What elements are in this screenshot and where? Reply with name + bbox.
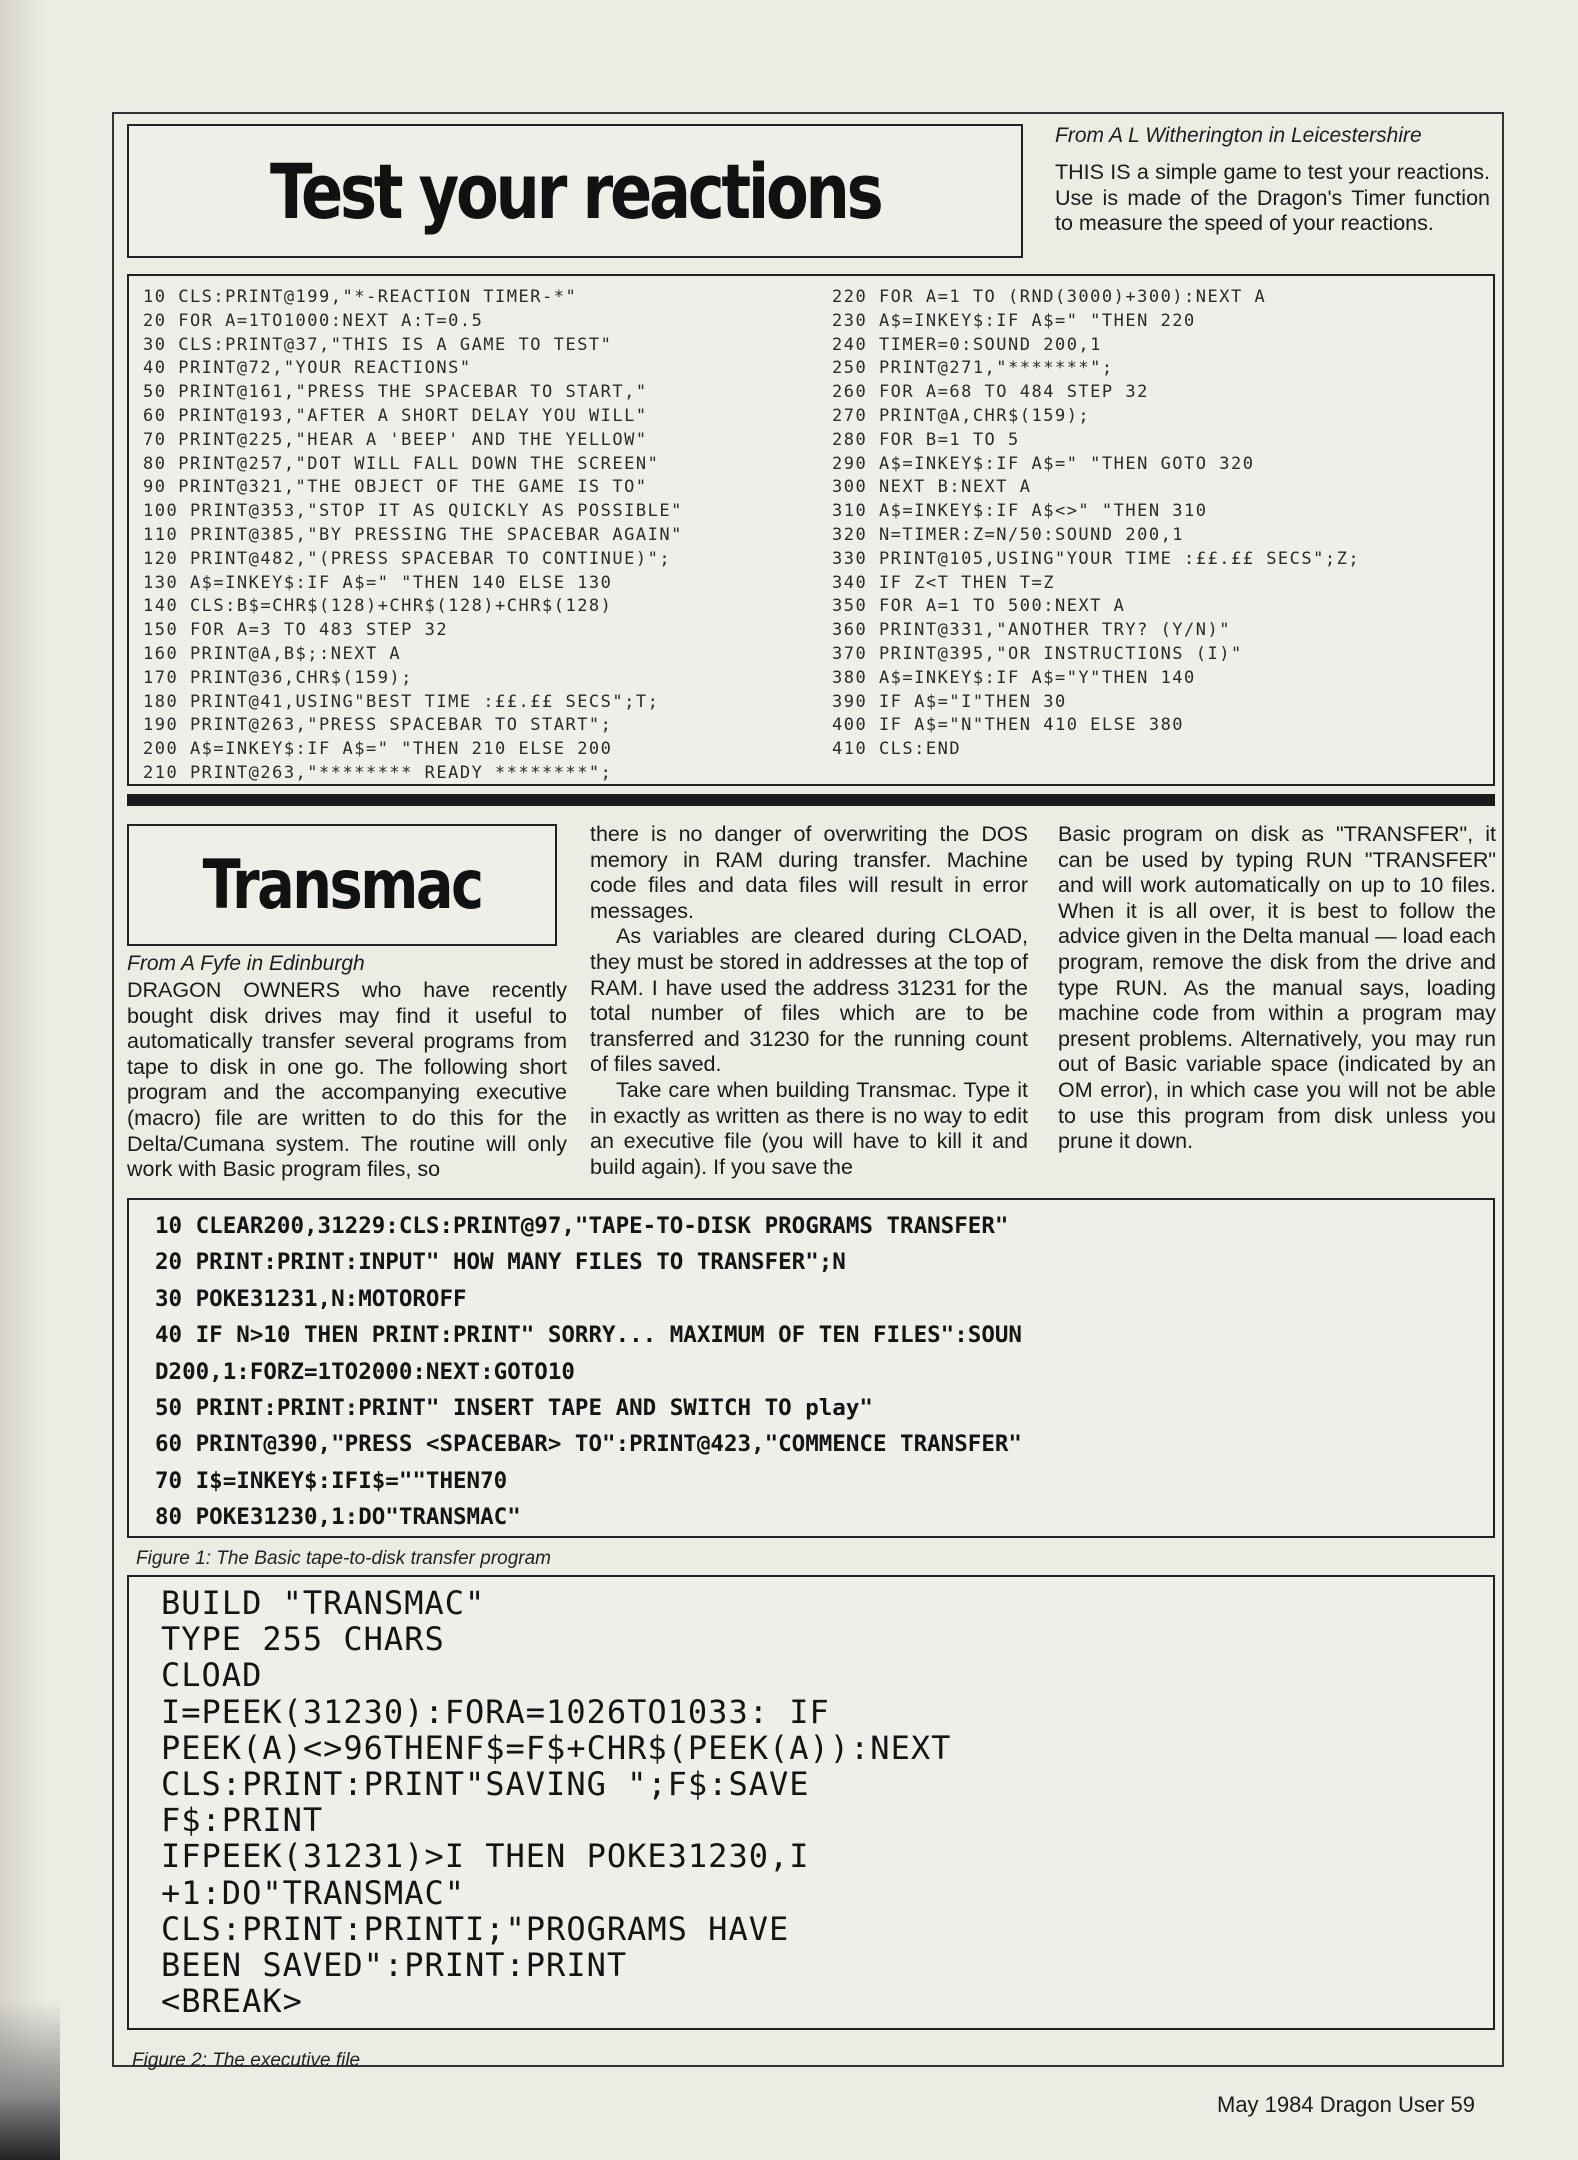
code-line: 80 POKE31230,1:DO"TRANSMAC": [155, 1504, 521, 1531]
code-line: 30 POKE31231,N:MOTOROFF: [155, 1285, 467, 1312]
article2-col3-text: Basic program on disk as "TRANSFER", it can be used by typing RUN "TRANSFER" and will work automatically on up to 10 files. When it is all over, it is best to follow the advice given in the Delta manual — load each program, remove the disk from the drive and type RUN. As the manual says, loading machine code from within a program may present problems. Alternatively, you may run out of Basic variable space (indicated by an OM error), in which case you will not be able to use this program from disk unless you prune it down.: [1058, 822, 1496, 1154]
article2-column-3: [1058, 822, 1496, 1155]
code-line: 50 PRINT:PRINT:PRINT" INSERT TAPE AND SWITCH TO play": [155, 1395, 873, 1422]
article2-title-box: [127, 824, 557, 946]
article2-column-2: [590, 822, 1028, 1180]
article1-title: Test your reactions: [269, 146, 881, 236]
code-line: 300 NEXT B:NEXT A: [832, 477, 1032, 498]
code-line: 220 FOR A=1 TO (RND(3000)+300):NEXT A: [832, 287, 1267, 307]
figure1-listing: [127, 1198, 1495, 1538]
code-line: I=PEEK(31230):FORA=1026TO1033: IF: [161, 1692, 830, 1731]
article2-byline: From A Fyfe in Edinburgh: [127, 952, 365, 975]
code-line: 270 PRINT@A,CHR$(159);: [832, 405, 1091, 426]
figure2-caption: Figure 2: The executive file: [132, 2050, 361, 2071]
figure2-lines: [161, 1585, 951, 2019]
listing-right-column: [832, 286, 1360, 762]
code-line: F$:PRINT: [161, 1801, 324, 1840]
code-line: 80 PRINT@257,"DOT WILL FALL DOWN THE SCREEN": [143, 453, 660, 474]
code-line: 210 PRINT@263,"******** READY ********";: [143, 762, 613, 783]
code-line: 350 FOR A=1 TO 500:NEXT A: [832, 596, 1126, 617]
code-line: CLS:PRINT:PRINT"SAVING ";F$:SAVE: [161, 1765, 810, 1804]
code-line: 250 PRINT@271,"*******";: [832, 358, 1114, 379]
code-line: 410 CLS:END: [832, 739, 962, 760]
code-line: 10 CLS:PRINT@199,"*-REACTION TIMER-*": [143, 287, 578, 307]
code-line: 150 FOR A=3 TO 483 STEP 32: [143, 620, 449, 641]
code-line: 240 TIMER=0:SOUND 200,1: [832, 334, 1102, 355]
code-line: 110 PRINT@385,"BY PRESSING THE SPACEBAR AGAIN": [143, 524, 683, 545]
code-line: 330 PRINT@105,USING"YOUR TIME :££.££ SECS";Z;: [832, 548, 1361, 569]
code-line: 310 A$=INKEY$:IF A$<>" "THEN 310: [832, 501, 1208, 522]
code-line: 180 PRINT@41,USING"BEST TIME :££.££ SECS";T;: [143, 691, 660, 712]
code-line: 40 PRINT@72,"YOUR REACTIONS": [143, 358, 472, 379]
code-line: 380 A$=INKEY$:IF A$="Y"THEN 140: [832, 667, 1196, 688]
code-line: 400 IF A$="N"THEN 410 ELSE 380: [832, 715, 1185, 736]
code-line: TYPE 255 CHARS: [161, 1620, 445, 1659]
code-line: BEEN SAVED":PRINT:PRINT: [161, 1946, 628, 1985]
code-line: 190 PRINT@263,"PRESS SPACEBAR TO START";: [143, 715, 613, 736]
code-line: 10 CLEAR200,31229:CLS:PRINT@97,"TAPE-TO-DISK PROGRAMS TRANSFER": [155, 1213, 1009, 1239]
code-line: 90 PRINT@321,"THE OBJECT OF THE GAME IS TO": [143, 477, 648, 498]
page-corner-shadow: [0, 2000, 60, 2160]
code-line: 340 IF Z<T THEN T=Z: [832, 572, 1055, 593]
code-line: PEEK(A)<>96THENF$=F$+CHR$(PEEK(A)):NEXT: [161, 1728, 952, 1767]
code-line: 70 PRINT@225,"HEAR A 'BEEP' AND THE YELLOW": [143, 429, 648, 450]
code-line: 390 IF A$="I"THEN 30: [832, 691, 1067, 712]
code-line: 290 A$=INKEY$:IF A$=" "THEN GOTO 320: [832, 453, 1255, 474]
article1-byline: From A L Witherington in Leicestershire: [1055, 124, 1422, 147]
code-line: 60 PRINT@193,"AFTER A SHORT DELAY YOU WILL": [143, 405, 648, 426]
reaction-timer-listing: [127, 274, 1495, 786]
article2-column-1: [127, 978, 567, 1183]
page-spine-shadow: [0, 0, 46, 2160]
listing-left-column: [143, 286, 683, 786]
figure1-lines: [155, 1208, 1022, 1536]
code-line: 120 PRINT@482,"(PRESS SPACEBAR TO CONTINUE)";: [143, 548, 672, 569]
section-divider: [127, 794, 1495, 806]
code-line: 360 PRINT@331,"ANOTHER TRY? (Y/N)": [832, 620, 1231, 641]
article2-title: Transmac: [202, 845, 482, 925]
code-line: <BREAK>: [161, 1982, 303, 2021]
code-line: 70 I$=INKEY$:IFI$=""THEN70: [155, 1467, 508, 1494]
code-line: 50 PRINT@161,"PRESS THE SPACEBAR TO START,": [143, 382, 648, 403]
code-line: 200 A$=INKEY$:IF A$=" "THEN 210 ELSE 200: [143, 739, 613, 760]
code-line: 230 A$=INKEY$:IF A$=" "THEN 220: [832, 310, 1196, 331]
code-line: 20 PRINT:PRINT:INPUT" HOW MANY FILES TO TRANSFER";N: [155, 1249, 846, 1276]
code-line: 320 N=TIMER:Z=N/50:SOUND 200,1: [832, 524, 1185, 545]
article1-intro-text: THIS IS a simple game to test your reactions. Use is made of the Dragon's Timer function to measure the speed of your reactions.: [1055, 160, 1490, 236]
code-line: 30 CLS:PRINT@37,"THIS IS A GAME TO TEST": [143, 334, 613, 355]
code-line: 100 PRINT@353,"STOP IT AS QUICKLY AS POSSIBLE": [143, 501, 683, 522]
figure1-caption: Figure 1: The Basic tape-to-disk transfer program: [136, 1548, 552, 1569]
code-line: 160 PRINT@A,B$;:NEXT A: [143, 643, 402, 664]
code-line: 170 PRINT@36,CHR$(159);: [143, 667, 413, 688]
code-line: CLS:PRINT:PRINTI;"PROGRAMS HAVE: [161, 1909, 790, 1948]
code-line: 130 A$=INKEY$:IF A$=" "THEN 140 ELSE 130: [143, 572, 613, 593]
article2-col2-para2: As variables are cleared during CLOAD, they must be stored in addresses at the top of RAM. I have used the address 31231 for the total number of files which are to be transferred and 31230 for the running count of files saved.: [590, 924, 1028, 1077]
code-line: +1:DO"TRANSMAC": [161, 1873, 465, 1912]
article2-col2-para1: there is no danger of overwriting the DOS memory in RAM during transfer. Machine code files and data files will result in error messages.: [590, 822, 1028, 923]
article1-intro: [1055, 160, 1490, 237]
code-line: 280 FOR B=1 TO 5: [832, 429, 1020, 450]
code-line: 260 FOR A=68 TO 484 STEP 32: [832, 382, 1149, 403]
article2-col1-text: DRAGON OWNERS who have recently bought disk drives may find it useful to automatically transfer several programs from tape to disk in one go. The following short program and the accompanying executive (macro) file are written to do this for the Delta/Cumana system. The routine will only work with Basic program files, so: [127, 978, 567, 1182]
code-line: IFPEEK(31231)>I THEN POKE31230,I: [161, 1837, 810, 1876]
code-line: 60 PRINT@390,"PRESS <SPACEBAR> TO":PRINT@423,"COMMENCE TRANSFER": [155, 1431, 1022, 1458]
code-line: 140 CLS:B$=CHR$(128)+CHR$(128)+CHR$(128): [143, 596, 613, 617]
figure2-listing: [127, 1575, 1495, 2030]
code-line: 370 PRINT@395,"OR INSTRUCTIONS (I)": [832, 643, 1243, 664]
code-line: 20 FOR A=1TO1000:NEXT A:T=0.5: [143, 310, 484, 331]
code-line: 40 IF N>10 THEN PRINT:PRINT" SORRY... MAXIMUM OF TEN FILES":SOUN: [155, 1322, 1022, 1349]
code-line: CLOAD: [161, 1656, 263, 1695]
article2-col2-para3: Take care when building Transmac. Type it in exactly as written as there is no way to edit an executive file (you will have to kill it and build again). If you save the: [590, 1077, 1028, 1179]
article1-title-box: [127, 124, 1023, 258]
code-line: D200,1:FORZ=1TO2000:NEXT:GOTO10: [155, 1358, 575, 1385]
page-footer: May 1984 Dragon User 59: [1217, 2092, 1476, 2117]
code-line: BUILD "TRANSMAC": [161, 1584, 486, 1622]
